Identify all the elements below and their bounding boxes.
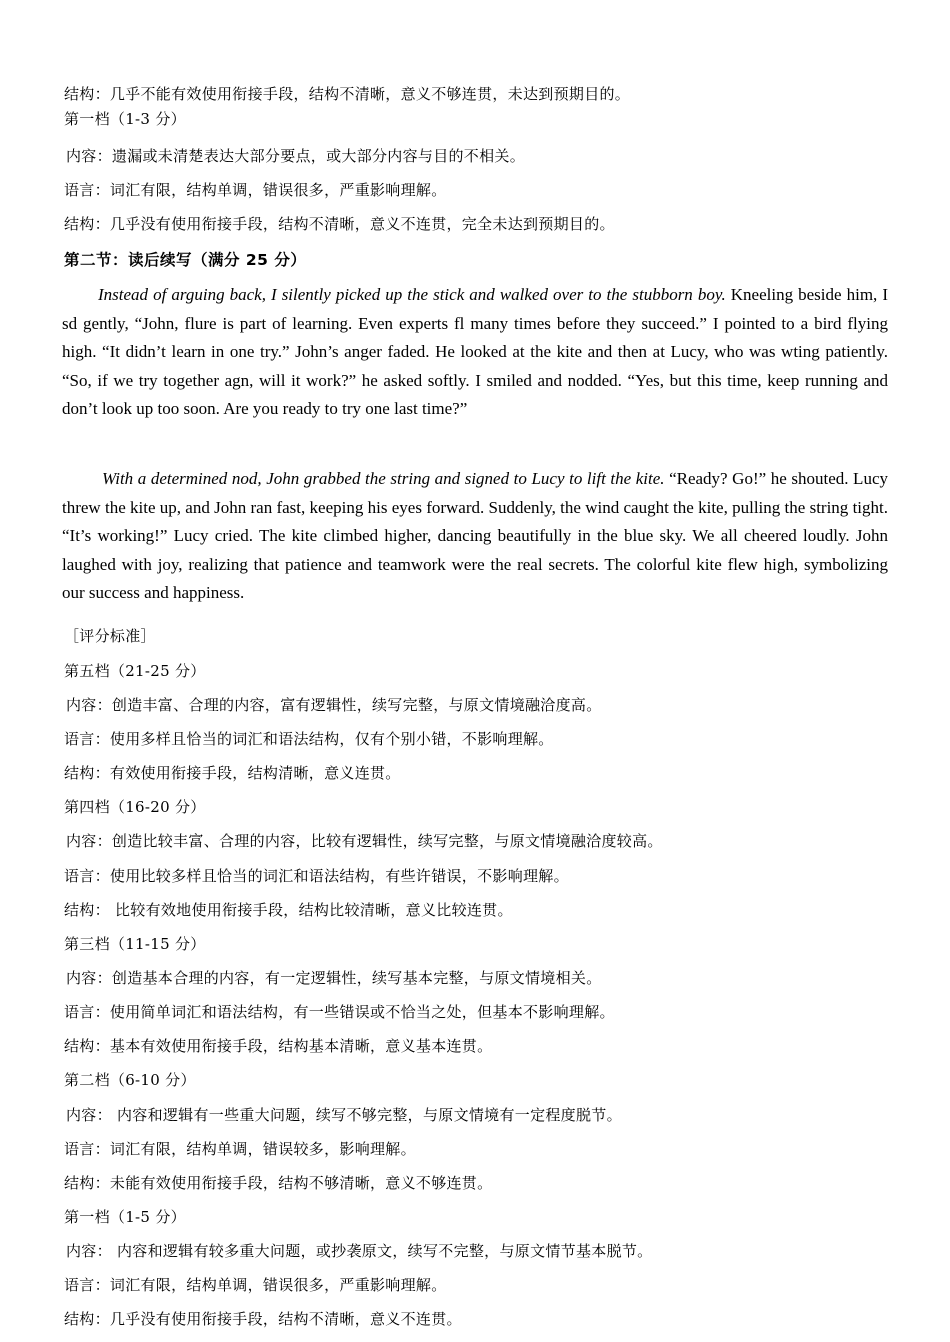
level-heading: 第四档（16-20 分） [64, 798, 206, 816]
level-heading: 第五档（21-25 分） [64, 662, 206, 680]
level-heading: 第三档（11-15 分） [64, 935, 206, 953]
paragraph-1-lead: Instead of arguing back, I silently picked up the stick and walked over to the stubborn boy. [98, 285, 726, 304]
criteria-line-content: 内容：创造丰富、合理的内容，富有逻辑性，续写完整，与原文情境融洽度高。 [66, 696, 602, 714]
criteria-line-language: 语言：词汇有限，结构单调，错误较多，影响理解。 [64, 1140, 416, 1158]
criteria-heading: ［评分标准］ [64, 627, 156, 645]
level-heading: 第二档（6-10 分） [64, 1071, 196, 1089]
criteria-line-structure: 结构：几乎没有使用衔接手段，结构不清晰，意义不连贯，完全未达到预期目的。 [64, 215, 615, 233]
criteria-line-structure: 结构：基本有效使用衔接手段，结构基本清晰，意义基本连贯。 [64, 1037, 493, 1055]
criteria-line-language: 语言：使用简单词汇和语法结构，有一些错误或不恰当之处，但基本不影响理解。 [64, 1003, 615, 1021]
essay-paragraph-1 [62, 281, 888, 424]
criteria-line-language: 语言：词汇有限，结构单调，错误很多，严重影响理解。 [64, 181, 447, 199]
criteria-line-structure: 结构：有效使用衔接手段，结构清晰，意义连贯。 [64, 764, 401, 782]
criteria-line-structure: 结构： 比较有效地使用衔接手段，结构比较清晰，意义比较连贯。 [64, 901, 513, 919]
criteria-line-content: 内容：创造比较丰富、合理的内容，比较有逻辑性，续写完整，与原文情境融洽度较高。 [66, 832, 663, 850]
criteria-line-content: 内容： 内容和逻辑有一些重大问题，续写不够完整，与原文情境有一定程度脱节。 [66, 1106, 622, 1124]
paragraph-1-body: Kneeling beside him, I sd gently, “John, flure is part of learning. Even experts fl many times before they succeed.” I pointed to a bird flying high. “It didn’t learn in one try.” John’s anger faded. He looked at the kite and then at Lucy, who was wting patiently. “So, if we try together agn, will it work?” he asked softly. I smiled and nodded. “Yes, but this time, keep running and don’t look up too soon. Are you ready to try one last time?” [62, 285, 888, 419]
paragraph-2-lead: With a determined nod, John grabbed the string and signed to Lucy to lift the kite. [102, 469, 665, 488]
criteria-line-language: 语言：使用比较多样且恰当的词汇和语法结构，有些许错误，不影响理解。 [64, 867, 569, 885]
criteria-line-language: 语言：词汇有限，结构单调，错误很多，严重影响理解。 [64, 1276, 447, 1294]
criteria-line-language: 语言：使用多样且恰当的词汇和语法结构，仅有个别小错，不影响理解。 [64, 730, 554, 748]
criteria-line-content: 内容： 内容和逻辑有较多重大问题，或抄袭原文，续写不完整，与原文情节基本脱节。 [66, 1242, 653, 1260]
criteria-line-structure-level2: 结构：几乎不能有效使用衔接手段，结构不清晰，意义不够连贯，未达到预期目的。 [64, 85, 631, 103]
criteria-line-content: 内容：创造基本合理的内容，有一定逻辑性，续写基本完整，与原文情境相关。 [66, 969, 602, 987]
level-heading: 第一档（1-5 分） [64, 1208, 186, 1226]
level-heading: 第一档（1-3 分） [64, 110, 186, 128]
paragraph-2-body: “Ready? Go!” he shouted. Lucy threw the kite up, and John ran fast, keeping his eyes forward. Suddenly, the wind caught the kite, pulling the string tight. “It’s working!” Lucy cried. The kite climbed higher, dancing beautifully in the blue sky. We all cheered loudly. John laughed with joy, realizing that patience and teamwork were the real secrets. The colorful kite flew high, symbolizing our success and happiness. [62, 469, 888, 603]
criteria-line-structure: 结构：几乎没有使用衔接手段，结构不清晰，意义不连贯。 [64, 1310, 462, 1328]
essay-paragraph-2 [62, 465, 888, 608]
section-title: 第二节：读后续写（满分 25 分） [64, 251, 307, 269]
criteria-line-content: 内容：遗漏或未清楚表达大部分要点，或大部分内容与目的不相关。 [66, 147, 526, 165]
criteria-line-structure: 结构：未能有效使用衔接手段，结构不够清晰，意义不够连贯。 [64, 1174, 493, 1192]
